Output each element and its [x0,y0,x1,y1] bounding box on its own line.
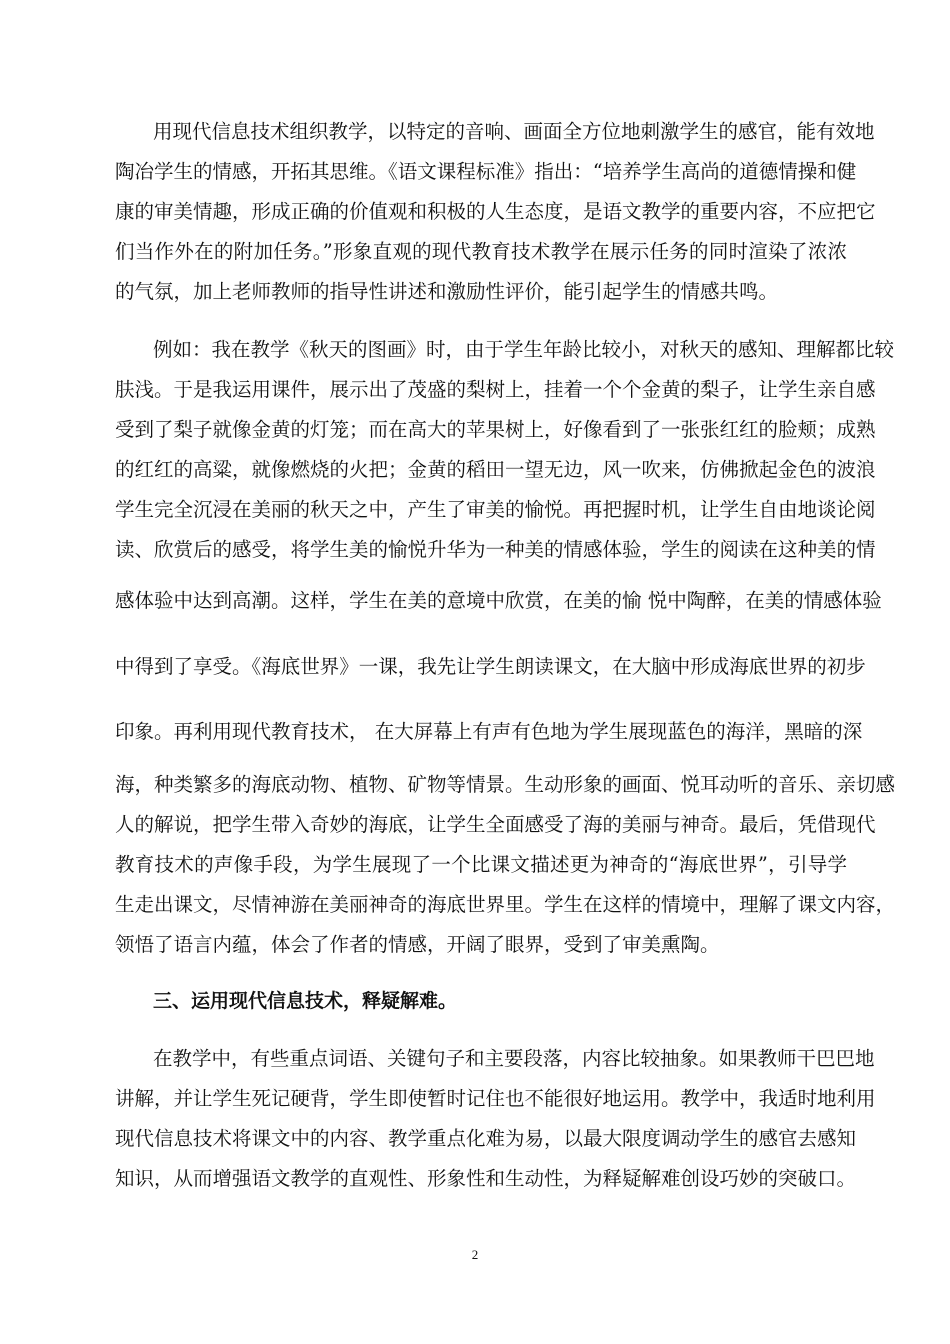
paragraph-2-line-7: 感体验中达到高潮。这样，学生在美的意境中欣赏，在美的愉 悦中陶醉，在美的情感体验 [115,589,882,612]
page-number: 2 [471,1247,479,1262]
paragraph-1-line-3: 康的审美情趣，形成正确的价值观和积极的人生态度，是语文教学的重要内容，不应把它 [115,200,876,223]
section-heading: 三、运用现代信息技术，释疑解难。 [153,990,458,1012]
paragraph-2-line-12: 教育技术的声像手段，为学生展现了一个比课文描述更为神奇的“海底世界”，引导学 [115,853,847,876]
paragraph-1-line-4: 们当作外在的附加任务。”形象直观的现代教育技术教学在展示任务的同时渲染了浓浓 [115,240,847,263]
paragraph-2-line-11: 人的解说，把学生带入奇妙的海底，让学生全面感受了海的美丽与神奇。最后，凭借现代 [115,813,876,836]
paragraph-2-line-8: 中得到了享受。《海底世界》一课，我先让学生朗读课文，在大脑中形成海底世界的初步 [115,655,866,678]
paragraph-3-line-3: 现代信息技术将课文中的内容、教学重点化难为易，以最大限度调动学生的感官去感知 [115,1127,857,1150]
paragraph-1-line-1: 用现代信息技术组织教学，以特定的音响、画面全方位地刺激学生的感官，能有效地 [153,120,875,143]
paragraph-3-line-4: 知识，从而增强语文教学的直观性、形象性和生动性，为释疑解难创设巧妙的突破口。 [115,1167,857,1190]
paragraph-2-line-6: 读、欣赏后的感受，将学生美的愉悦升华为一种美的情感体验，学生的阅读在这种美的情 [115,538,876,561]
paragraph-2-line-1: 例如：我在教学《秋天的图画》时，由于学生年龄比较小，对秋天的感知、理解都比较 [153,338,895,361]
paragraph-3-line-1: 在教学中，有些重点词语、关键句子和主要段落，内容比较抽象。如果教师干巴巴地 [153,1047,875,1070]
paragraph-2-line-2: 肤浅。于是我运用课件，展示出了茂盛的梨树上，挂着一个个金黄的梨子，让学生亲自感 [115,378,876,401]
paragraph-3-line-2: 讲解，并让学生死记硬背，学生即使暂时记住也不能很好地运用。教学中，我适时地利用 [115,1087,876,1110]
paragraph-2-line-13: 生走出课文，尽情神游在美丽神奇的海底世界里。学生在这样的情境中，理解了课文内容， [115,893,896,916]
paragraph-1-line-5: 的气氛，加上老师教师的指导性讲述和激励性评价，能引起学生的情感共鸣。 [115,280,779,303]
paragraph-2-line-9: 印象。再利用现代教育技术， 在大屏幕上有声有色地为学生展现蓝色的海洋，黑暗的深 [115,720,863,743]
paragraph-2-line-10: 海，种类繁多的海底动物、植物、矿物等情景。生动形象的画面、悦耳动听的音乐、亲切感 [115,773,896,796]
paragraph-2-line-5: 学生完全沉浸在美丽的秋天之中，产生了审美的愉悦。再把握时机，让学生自由地谈论阅 [115,498,876,521]
paragraph-2-line-14: 领悟了语言内蕴，体会了作者的情感，开阔了眼界，受到了审美熏陶。 [115,933,720,956]
paragraph-2-line-3: 受到了梨子就像金黄的灯笼；而在高大的苹果树上，好像看到了一张张红红的脸颊；成熟 [115,418,876,441]
paragraph-1-line-2: 陶冶学生的情感，开拓其思维。《语文课程标准》指出：“培养学生高尚的道德情操和健 [115,160,857,183]
paragraph-2-line-4: 的红红的高粱，就像燃烧的火把；金黄的稻田一望无边，风一吹来，仿佛掀起金色的波浪 [115,458,876,481]
